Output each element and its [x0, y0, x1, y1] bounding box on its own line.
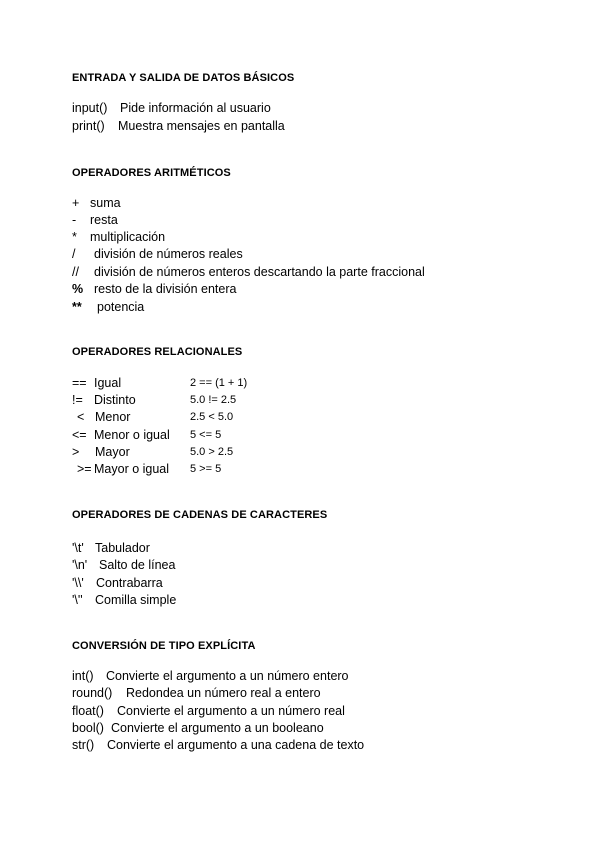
function-name: input() [72, 101, 108, 115]
escape-description: Comilla simple [95, 593, 177, 607]
section-title-arithmetic: OPERADORES ARITMÉTICOS [72, 167, 231, 179]
operator-description: multiplicación [90, 230, 166, 244]
escape-sequence: '\\' [72, 576, 84, 590]
operator-symbol: != [72, 393, 83, 407]
operator-description: división de números reales [94, 247, 243, 261]
operator-description: resta [90, 213, 118, 227]
operator-description: resto de la división entera [94, 282, 237, 296]
operator-symbol: >= [77, 462, 92, 476]
function-name: int() [72, 669, 94, 683]
operator-example: 5 >= 5 [190, 463, 222, 475]
operator-symbol: * [72, 230, 77, 244]
operator-symbol: - [72, 213, 77, 227]
operator-description: Distinto [94, 393, 136, 407]
operator-symbol: == [72, 376, 87, 390]
operator-example: 2 == (1 + 1) [190, 377, 248, 389]
operator-symbol: // [72, 265, 79, 279]
operator-description: suma [90, 196, 121, 210]
section-title-relational: OPERADORES RELACIONALES [72, 346, 243, 358]
operator-example: 2.5 < 5.0 [190, 411, 234, 423]
operator-description: Menor o igual [94, 428, 170, 442]
operator-description: Menor [95, 410, 131, 424]
operator-symbol: ** [72, 300, 82, 314]
function-name: str() [72, 738, 95, 752]
function-description: Convierte el argumento a un booleano [111, 721, 324, 735]
operator-description: potencia [97, 300, 145, 314]
escape-sequence: '\t' [72, 541, 84, 555]
section-title-io: ENTRADA Y SALIDA DE DATOS BÁSICOS [72, 72, 295, 84]
operator-description: Mayor o igual [94, 462, 170, 476]
operator-symbol: + [72, 196, 80, 210]
function-description: Convierte el argumento a un número entero [106, 669, 349, 683]
escape-description: Salto de línea [99, 558, 176, 572]
function-description: Pide información al usuario [120, 101, 271, 115]
function-description: Convierte el argumento a un número real [117, 704, 345, 718]
operator-symbol: <= [72, 428, 87, 442]
operator-description: Mayor [95, 445, 130, 459]
operator-symbol: / [72, 247, 76, 261]
escape-sequence: '\'' [72, 593, 83, 607]
escape-description: Tabulador [95, 541, 150, 555]
operator-symbol: > [72, 445, 80, 459]
section-title-conversion: CONVERSIÓN DE TIPO EXPLÍCITA [72, 640, 256, 652]
function-description: Muestra mensajes en pantalla [118, 119, 285, 133]
function-name: float() [72, 704, 104, 718]
operator-symbol: % [72, 282, 84, 296]
operator-description: división de números enteros descartando la parte fraccional [94, 265, 425, 279]
function-name: print() [72, 119, 105, 133]
operator-example: 5 <= 5 [190, 429, 222, 441]
operator-symbol: < [77, 410, 85, 424]
operator-description: Igual [94, 376, 122, 390]
escape-description: Contrabarra [96, 576, 163, 590]
function-description: Redondea un número real a entero [126, 686, 321, 700]
function-name: bool() [72, 721, 104, 735]
operator-example: 5.0 != 2.5 [190, 394, 237, 406]
function-name: round() [72, 686, 113, 700]
section-title-strings: OPERADORES DE CADENAS DE CARACTERES [72, 509, 328, 521]
operator-example: 5.0 > 2.5 [190, 446, 234, 458]
escape-sequence: '\n' [72, 558, 88, 572]
function-description: Convierte el argumento a una cadena de texto [107, 738, 365, 752]
